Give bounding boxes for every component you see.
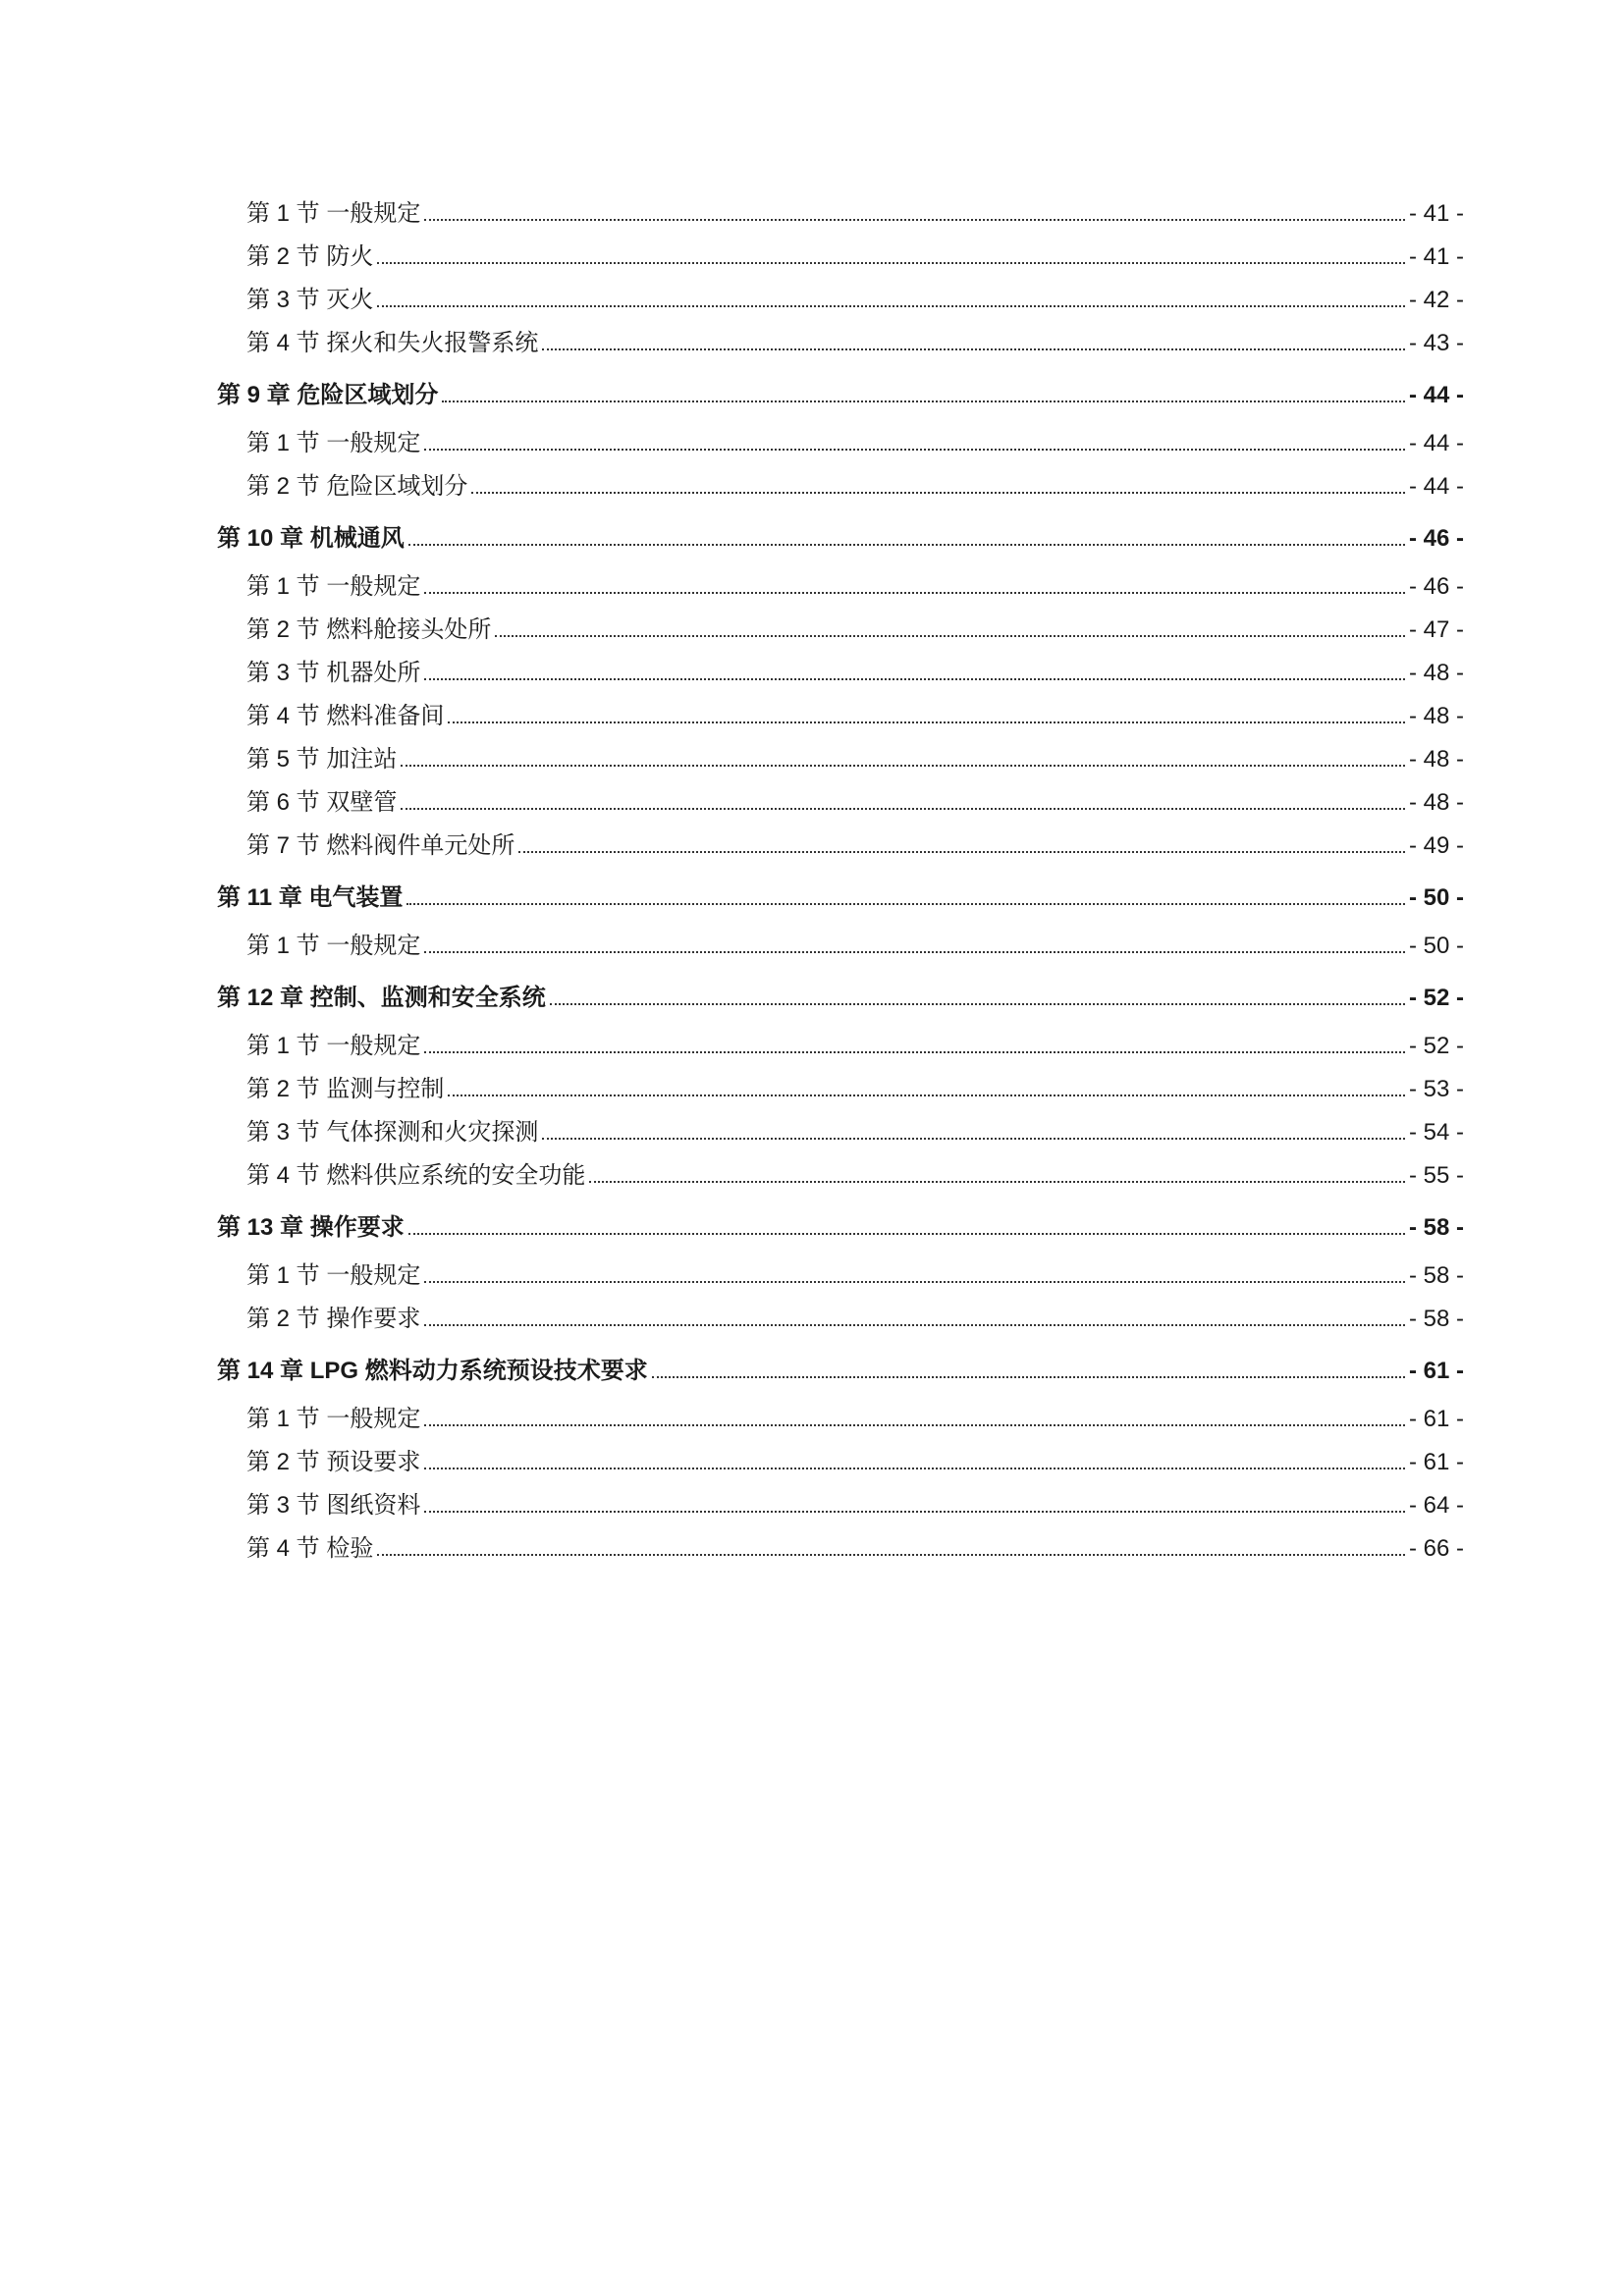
- toc-entry-title: 第 9 章 危险区域划分: [217, 382, 439, 408]
- toc-entry-page-number: - 49 -: [1408, 832, 1464, 859]
- toc-entry-page-number: - 48 -: [1408, 703, 1464, 729]
- toc-dot-leader: [518, 851, 1405, 853]
- toc-dot-leader: [442, 400, 1405, 402]
- toc-section-entry[interactable]: [217, 1398, 1464, 1441]
- toc-dot-leader: [424, 1051, 1405, 1053]
- toc-section-entry[interactable]: [217, 1527, 1464, 1571]
- toc-entry-page-number: - 61 -: [1408, 1406, 1464, 1432]
- toc-dot-leader: [377, 1554, 1405, 1556]
- toc-entry-title: 第 1 节 一般规定: [246, 573, 421, 600]
- toc-section-entry[interactable]: [217, 465, 1464, 508]
- toc-dot-leader: [424, 449, 1405, 451]
- toc-dot-leader: [542, 348, 1405, 350]
- toc-entry-title: 第 3 节 图纸资料: [246, 1492, 421, 1519]
- toc-entry-page-number: - 55 -: [1408, 1162, 1464, 1189]
- toc-entry-page-number: - 52 -: [1408, 985, 1464, 1011]
- toc-section-entry[interactable]: [217, 1154, 1464, 1198]
- toc-entry-page-number: - 44 -: [1408, 430, 1464, 456]
- toc-dot-leader: [424, 1281, 1405, 1283]
- toc-entry-page-number: - 46 -: [1408, 525, 1464, 552]
- toc-section-entry[interactable]: [217, 1255, 1464, 1298]
- toc-chapter-entry[interactable]: [217, 982, 1464, 1015]
- toc-entry-page-number: - 64 -: [1408, 1492, 1464, 1519]
- toc-entry-page-number: - 54 -: [1408, 1119, 1464, 1146]
- toc-entry-title: 第 13 章 操作要求: [217, 1214, 405, 1241]
- toc-entry-title: 第 7 节 燃料阀件单元处所: [246, 832, 515, 859]
- toc-entry-title: 第 2 节 操作要求: [246, 1306, 421, 1332]
- toc-dot-leader: [448, 721, 1405, 723]
- toc-entry-title: 第 6 节 双壁管: [246, 789, 398, 816]
- toc-section-entry[interactable]: [217, 1111, 1464, 1154]
- toc-entry-title: 第 2 节 防火: [246, 243, 374, 270]
- toc-entry-page-number: - 48 -: [1408, 789, 1464, 816]
- toc-entry-page-number: - 46 -: [1408, 573, 1464, 600]
- toc-section-entry[interactable]: [217, 1484, 1464, 1527]
- toc-section-entry[interactable]: [217, 322, 1464, 365]
- toc-dot-leader: [424, 1511, 1405, 1513]
- toc-entry-title: 第 4 节 探火和失火报警系统: [246, 330, 539, 356]
- toc-entry-title: 第 1 节 一般规定: [246, 200, 421, 227]
- toc-dot-leader: [406, 903, 1405, 905]
- toc-entry-page-number: - 44 -: [1408, 382, 1464, 408]
- toc-entry-title: 第 4 节 燃料供应系统的安全功能: [246, 1162, 586, 1189]
- toc-entry-title: 第 10 章 机械通风: [217, 525, 405, 552]
- toc-chapter-entry[interactable]: [217, 379, 1464, 412]
- toc-entry-title: 第 2 节 危险区域划分: [246, 473, 468, 500]
- toc-entry-page-number: - 58 -: [1408, 1214, 1464, 1241]
- toc-section-entry[interactable]: [217, 1068, 1464, 1111]
- toc-entry-title: 第 3 节 气体探测和火灾探测: [246, 1119, 539, 1146]
- toc-section-entry[interactable]: [217, 1025, 1464, 1068]
- toc-dot-leader: [408, 544, 1405, 546]
- toc-chapter-entry[interactable]: [217, 1355, 1464, 1388]
- toc-entry-page-number: - 43 -: [1408, 330, 1464, 356]
- toc-dot-leader: [542, 1138, 1405, 1140]
- toc-section-entry[interactable]: [217, 652, 1464, 695]
- toc-section-entry[interactable]: [217, 1298, 1464, 1341]
- toc-entry-title: 第 2 节 监测与控制: [246, 1076, 445, 1102]
- toc-dot-leader: [401, 765, 1405, 767]
- toc-entry-title: 第 3 节 灭火: [246, 287, 374, 313]
- toc-section-entry[interactable]: [217, 1441, 1464, 1484]
- toc-dot-leader: [448, 1095, 1405, 1096]
- toc-entry-page-number: - 42 -: [1408, 287, 1464, 313]
- toc-section-entry[interactable]: [217, 781, 1464, 825]
- toc-section-entry[interactable]: [217, 279, 1464, 322]
- toc-entry-title: 第 4 节 检验: [246, 1535, 374, 1562]
- toc-section-entry[interactable]: [217, 825, 1464, 868]
- toc-entry-page-number: - 50 -: [1408, 933, 1464, 959]
- toc-dot-leader: [550, 1003, 1405, 1005]
- toc-entry-page-number: - 47 -: [1408, 616, 1464, 643]
- toc-dot-leader: [589, 1181, 1405, 1183]
- toc-dot-leader: [424, 592, 1405, 594]
- toc-dot-leader: [471, 492, 1405, 494]
- toc-entry-page-number: - 61 -: [1408, 1358, 1464, 1384]
- toc-entry-title: 第 2 节 预设要求: [246, 1449, 421, 1475]
- toc-dot-leader: [424, 219, 1405, 221]
- toc-dot-leader: [424, 1424, 1405, 1426]
- toc-dot-leader: [424, 678, 1405, 680]
- toc-entry-title: 第 2 节 燃料舱接头处所: [246, 616, 492, 643]
- toc-dot-leader: [424, 951, 1405, 953]
- toc-dot-leader: [424, 1324, 1405, 1326]
- table-of-contents: [217, 192, 1464, 1571]
- toc-entry-title: 第 11 章 电气装置: [217, 884, 404, 911]
- toc-entry-page-number: - 41 -: [1408, 243, 1464, 270]
- toc-entry-title: 第 12 章 控制、监测和安全系统: [217, 985, 546, 1011]
- toc-section-entry[interactable]: [217, 609, 1464, 652]
- toc-entry-title: 第 14 章 LPG 燃料动力系统预设技术要求: [217, 1358, 648, 1384]
- toc-entry-page-number: - 53 -: [1408, 1076, 1464, 1102]
- toc-dot-leader: [424, 1468, 1405, 1469]
- toc-entry-title: 第 1 节 一般规定: [246, 1406, 421, 1432]
- toc-chapter-entry[interactable]: [217, 881, 1464, 915]
- toc-section-entry[interactable]: [217, 192, 1464, 236]
- toc-dot-leader: [377, 262, 1405, 264]
- toc-entry-title: 第 5 节 加注站: [246, 746, 398, 773]
- toc-entry-page-number: - 52 -: [1408, 1033, 1464, 1059]
- toc-section-entry[interactable]: [217, 738, 1464, 781]
- toc-section-entry[interactable]: [217, 695, 1464, 738]
- toc-section-entry[interactable]: [217, 422, 1464, 465]
- toc-entry-page-number: - 61 -: [1408, 1449, 1464, 1475]
- toc-entry-page-number: - 58 -: [1408, 1262, 1464, 1289]
- toc-entry-title: 第 4 节 燃料准备间: [246, 703, 445, 729]
- toc-entry-title: 第 1 节 一般规定: [246, 1033, 421, 1059]
- toc-entry-page-number: - 50 -: [1408, 884, 1464, 911]
- toc-entry-page-number: - 66 -: [1408, 1535, 1464, 1562]
- toc-entry-title: 第 3 节 机器处所: [246, 660, 421, 686]
- toc-dot-leader: [377, 305, 1405, 307]
- toc-section-entry[interactable]: [217, 565, 1464, 609]
- toc-section-entry[interactable]: [217, 925, 1464, 968]
- toc-chapter-entry[interactable]: [217, 1211, 1464, 1245]
- toc-chapter-entry[interactable]: [217, 522, 1464, 556]
- toc-dot-leader: [495, 635, 1405, 637]
- toc-dot-leader: [652, 1376, 1405, 1378]
- toc-entry-title: 第 1 节 一般规定: [246, 430, 421, 456]
- toc-entry-page-number: - 48 -: [1408, 660, 1464, 686]
- toc-entry-page-number: - 58 -: [1408, 1306, 1464, 1332]
- toc-entry-title: 第 1 节 一般规定: [246, 933, 421, 959]
- toc-section-entry[interactable]: [217, 236, 1464, 279]
- toc-dot-leader: [401, 808, 1405, 810]
- toc-entry-title: 第 1 节 一般规定: [246, 1262, 421, 1289]
- toc-dot-leader: [408, 1233, 1405, 1235]
- toc-entry-page-number: - 44 -: [1408, 473, 1464, 500]
- toc-entry-page-number: - 41 -: [1408, 200, 1464, 227]
- toc-entry-page-number: - 48 -: [1408, 746, 1464, 773]
